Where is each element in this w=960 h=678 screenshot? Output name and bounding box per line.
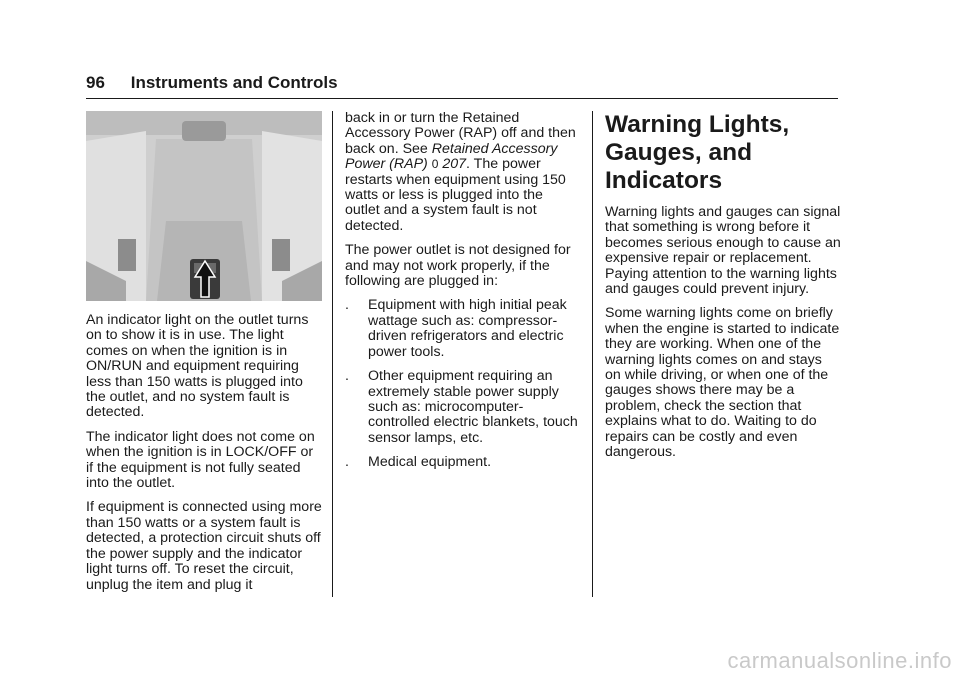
- column-2: [345, 111, 581, 480]
- paragraph: If equipment is connected using more than 150 watts or a system fault is detected, a protection circuit shuts off the power supply and the indicator light turns off. To reset the circuit, unplug the item and plug it: [86, 499, 322, 593]
- watermark: carmanualsonline.info: [727, 648, 952, 673]
- bullet-icon: .: [345, 454, 349, 471]
- column-divider: [592, 111, 593, 597]
- paragraph: The indicator light does not come on when the ignition is in LOCK/OFF or if the equipment is not fully seated into the outlet.: [86, 428, 315, 492]
- page-number: 96: [86, 73, 105, 92]
- column-divider: [332, 111, 333, 597]
- list-item: . Medical equipment.: [345, 454, 492, 471]
- bullet-icon: .: [345, 368, 349, 385]
- paragraph: An indicator light on the outlet turns on to show it is in use. The light comes on when the ignition is in ON/RUN and equipment requiring less than 150 watts is plugged into the outlet, and no system fault is detected.: [86, 312, 309, 421]
- column-1: [86, 111, 322, 602]
- column-3: [605, 111, 841, 470]
- bullet-icon: .: [345, 297, 349, 314]
- page-reference[interactable]: 207: [442, 156, 467, 173]
- paragraph: back in or turn the Retained Accessory Power (RAP) off and then back on. See Retained Accessory Power (RAP) 0 207. The power restarts when equipment using 150 watts or less is plugged into the outlet and a system fault is not detected.: [345, 110, 576, 234]
- paragraph: Some warning lights come on briefly when the engine is started to indicate they are working. When one of the warning lights comes on and stays on while driving, or when one of the gauges shows there may be a problem, check the section that explains what to do. Waiting to do repairs can be costly and even dangerous.: [605, 305, 840, 461]
- section-title: Instruments and Controls: [130, 73, 338, 92]
- list-item: . Other equipment requiring an extremely stable power supply such as: microcomputer-controlled electric blankets, touch sensor lamps, etc.: [345, 368, 578, 446]
- page-reference-icon: 0: [431, 157, 439, 172]
- bullet-list: [345, 298, 581, 470]
- cross-reference-link[interactable]: Retained Accessory Power (RAP): [345, 140, 558, 173]
- page-header: [86, 72, 838, 99]
- paragraph: Warning lights and gauges can signal that something is wrong before it becomes serious enough to cause an expensive repair or replacement. Paying attention to the warning lights and gauges could prevent injury.: [605, 204, 841, 298]
- list-item: . Equipment with high initial peak wattage such as: compressor-driven refrigerators and electric power tools.: [345, 297, 567, 360]
- power-outlet-photo: [86, 111, 322, 301]
- section-heading: Warning Lights, Gauges, and Indicators: [605, 111, 790, 194]
- paragraph: The power outlet is not designed for and may not work properly, if the following are plugged in:: [345, 242, 571, 290]
